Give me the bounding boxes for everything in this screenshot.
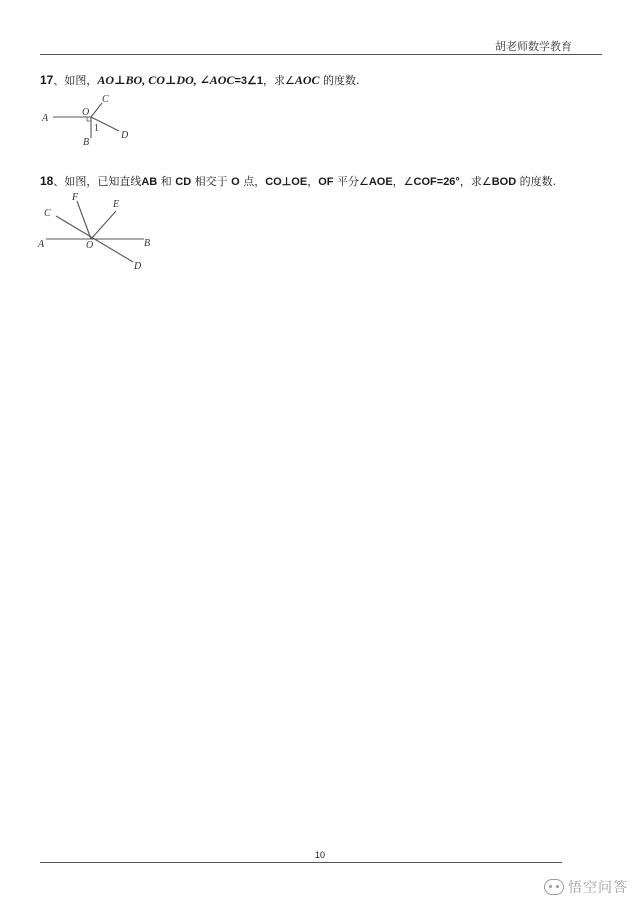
problem-18-perp: CO⊥OE (265, 176, 308, 188)
problem-18-o: O (231, 176, 240, 188)
label-C: C (44, 208, 51, 219)
label-D: D (134, 261, 142, 272)
problem-17-text (40, 72, 360, 89)
watermark-text: 悟空问答 (568, 880, 628, 896)
problem-18-aoe: AOE (368, 176, 393, 188)
problem-18-cd: CD (175, 176, 192, 188)
problem-17-given: AO⊥BO, CO⊥DO, ∠AOC (97, 73, 235, 87)
header-title: 胡老师数学教育 (495, 40, 572, 53)
problem-18-meet: 相交于 (191, 175, 232, 188)
label-B: B (144, 238, 151, 249)
problem-18-of: OF (318, 176, 334, 188)
problem-18-comma1: ， (307, 175, 319, 188)
header-rule (40, 54, 602, 55)
problem-18-figure (36, 190, 166, 275)
problem-18-point: 点， (239, 175, 266, 188)
problem-17-number: 17 (40, 73, 54, 87)
problem-17-ask: ，求∠ (263, 74, 295, 87)
footer-rule (40, 862, 562, 863)
label-angle-1: 1 (94, 123, 99, 134)
problem-17-given-ratio: =3∠1 (234, 75, 263, 87)
problem-18-ab: AB (141, 176, 158, 188)
problem-18-bod: BOD (491, 176, 517, 188)
problem-17-target: AOC (294, 73, 320, 87)
problem-18-bisect: 平分∠ (333, 175, 369, 188)
label-O: O (86, 240, 94, 251)
problem-18-tail: 的度数. (516, 175, 557, 188)
ray-OE (91, 211, 116, 239)
problem-18-comma2: ，∠ (392, 175, 414, 188)
problem-18-and: 和 (157, 175, 176, 188)
ray-OC (91, 103, 102, 117)
label-A: A (42, 113, 49, 124)
label-F: F (72, 192, 79, 203)
label-D: D (121, 130, 129, 141)
watermark (544, 877, 628, 897)
label-E: E (113, 199, 120, 210)
problem-18-ask: ，求∠ (459, 175, 492, 188)
label-O: O (82, 107, 90, 118)
problem-17-figure (40, 92, 140, 152)
problem-18-lead: 、如图，已知直线 (53, 175, 142, 188)
problem-18-number: 18 (40, 174, 54, 188)
label-A: A (38, 239, 45, 250)
problem-18-text (40, 173, 556, 190)
label-B: B (83, 137, 90, 148)
problem-17-tail: 的度数. (319, 74, 360, 87)
label-C: C (102, 94, 109, 105)
problem-17-sep: 、如图， (53, 74, 98, 87)
chat-bubble-icon (544, 879, 564, 895)
page-number: 10 (314, 850, 325, 860)
problem-18-cof: COF=26° (413, 176, 460, 188)
